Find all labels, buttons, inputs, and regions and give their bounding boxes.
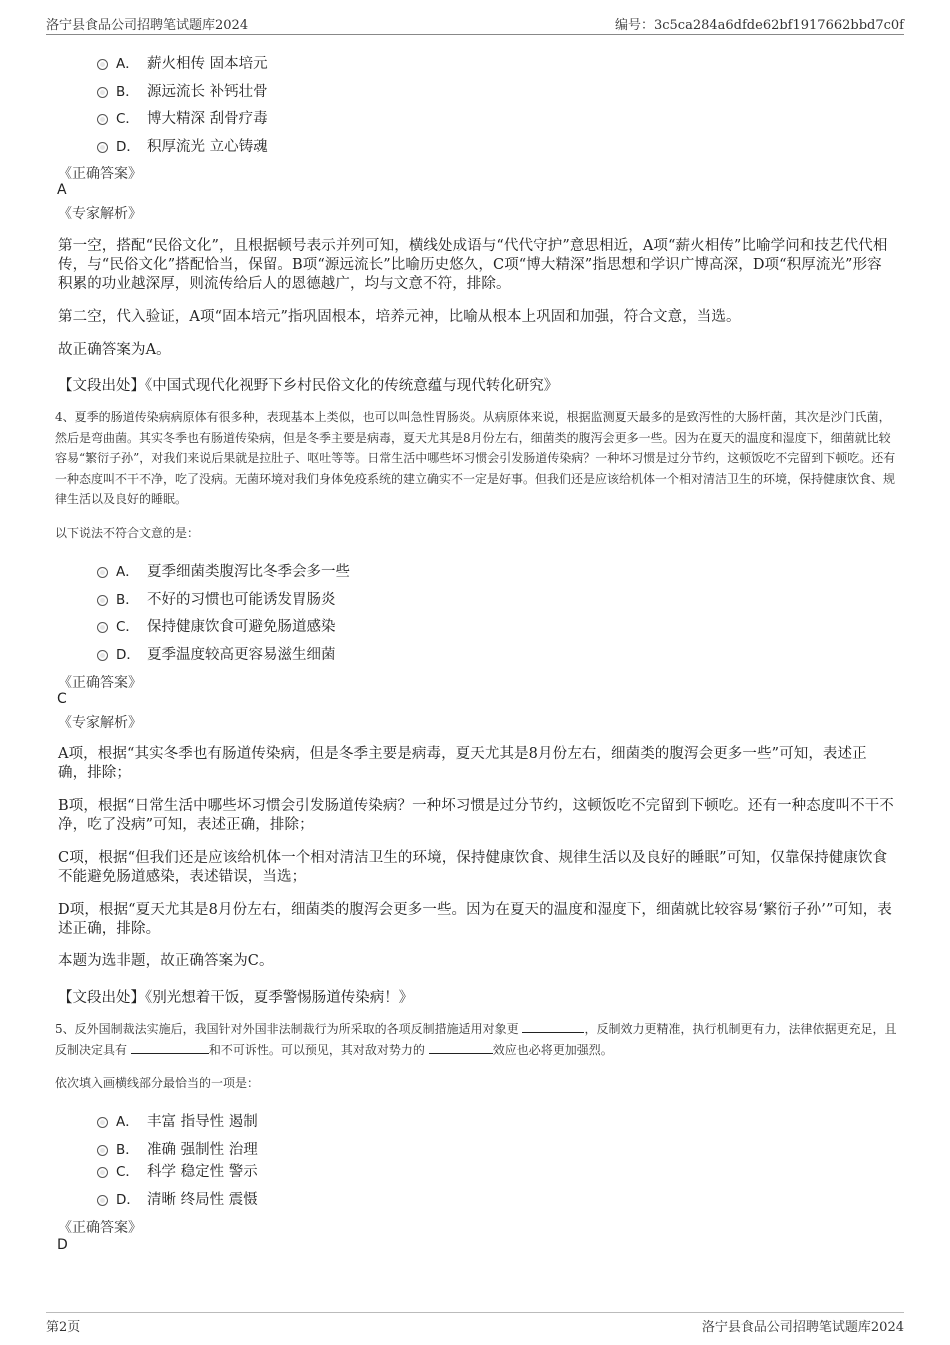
blank-1[interactable] [522, 1020, 584, 1033]
radio-icon[interactable] [97, 595, 108, 606]
radio-icon[interactable] [97, 1195, 108, 1206]
q4-source: 【文段出处】《别光想着干饭，夏季警惕肠道传染病！》 [58, 990, 414, 1006]
q5-option-c[interactable]: C． 科学 稳定性 警示 [97, 1160, 258, 1181]
q3-analysis-1: 第一空，搭配“民俗文化”，且根据顿号表示并列可知，横线处成语与“代代守护”意思相近，A项“薪火相传”比喻学问和技艺代代相传，与“民俗文化”搭配恰当，保留。B项“源远流长”比喻历史悠久，C项“博大精深”指思想和学识广博高深，D项“积厚流光”形容积累的功业越深厚，则流传给后人的恩德越广，均与文意不符，排除。 [58, 238, 888, 292]
q3-option-d[interactable]: D． 积厚流光 立心铸魂 [97, 135, 268, 156]
radio-icon[interactable] [97, 650, 108, 661]
header-doc-id: 编号：3c5ca284a6dfde62bf1917662bbd7c0f [614, 18, 904, 33]
q5-option-b[interactable]: B． 准确 强制性 治理 [97, 1138, 258, 1159]
radio-icon[interactable] [97, 114, 108, 125]
option-text: 薪火相传 固本培元 [147, 56, 268, 72]
q4-stem: 4、夏季的肠道传染病病原体有很多种，表现基本上类似，也可以叫急性胃肠炎。从病原体来说，根据监测夏天最多的是致泻性的大肠杆菌，其次是沙门氏菌，然后是弯曲菌。其实冬季也有肠道传染病，但是冬季主要是病毒，夏天尤其是8月份左右，细菌类的腹泻会更多一些。因为在夏天的温度和湿度下，细菌就比较容易“繁衍子孙”，对我们来说后果就是拉肚子、呕吐等等。日常生活中哪些坏习惯会引发肠道传染病？一种坏习惯是过分节约，这顿饭吃不完留到下顿吃。还有一种态度叫不干不净，吃了没病。无菌环境对我们身体免疫系统的建立确实不一定是好事。但我们还是应该给机体一个相对清洁卫生的环境，保持健康饮食、规律生活以及良好的睡眠。 [55, 410, 896, 506]
q3-analysis-3: 故正确答案为A。 [58, 342, 171, 358]
answer-label: 《正确答案》 [58, 166, 142, 182]
blank-2[interactable] [131, 1041, 209, 1054]
option-text: 博大精深 刮骨疗毒 [147, 111, 268, 127]
option-text: 积厚流光 立心铸魂 [147, 139, 268, 155]
q4-option-c[interactable]: C． 保持健康饮食可避免肠道感染 [97, 615, 336, 636]
radio-icon[interactable] [97, 1117, 108, 1128]
answer-label: 《正确答案》 [58, 675, 142, 691]
page-header [46, 12, 904, 35]
radio-icon[interactable] [97, 1145, 108, 1156]
q4-option-d[interactable]: D． 夏季温度较高更容易滋生细菌 [97, 643, 336, 664]
option-text: 夏季细菌类腹泻比冬季会多一些 [147, 564, 350, 580]
radio-icon[interactable] [97, 567, 108, 578]
option-text: 丰富 指导性 遏制 [147, 1114, 258, 1130]
footer-title: 洛宁县食品公司招聘笔试题库2024 [701, 1320, 904, 1335]
q5-option-a[interactable]: A． 丰富 指导性 遏制 [97, 1110, 258, 1131]
q4-answer: C [57, 691, 67, 707]
radio-icon[interactable] [97, 142, 108, 153]
q4-analysis-conclusion: 本题为选非题，故正确答案为C。 [58, 953, 274, 969]
answer-label: 《正确答案》 [58, 1220, 142, 1236]
q4-option-b[interactable]: B． 不好的习惯也可能诱发胃肠炎 [97, 588, 336, 609]
q5-stem: 5、反外国制裁法实施后，我国针对外国非法制裁行为所采取的各项反制措施适用对象更 ，反制效力更精准，执行机制更有力，法律依据更充足，且反制决定具有 和不可诉性。可以预见，其对敌对势力的 效应也必将更加强烈。 [55, 1022, 897, 1057]
blank-3[interactable] [429, 1041, 493, 1054]
page-number: 第2页 [46, 1320, 81, 1335]
radio-icon[interactable] [97, 1167, 108, 1178]
q4-prompt: 以下说法不符合文意的是： [55, 526, 200, 540]
option-text: 源远流长 补钙壮骨 [147, 84, 268, 100]
q4-analysis-b: B项，根据“日常生活中哪些坏习惯会引发肠道传染病？一种坏习惯是过分节约，这顿饭吃不完留到下顿吃。还有一种态度叫不干不净，吃了没病”可知，表述正确，排除； [58, 798, 894, 833]
q5-prompt: 依次填入画横线部分最恰当的一项是： [55, 1076, 260, 1090]
page-footer [46, 1312, 904, 1337]
radio-icon[interactable] [97, 622, 108, 633]
analysis-label: 《专家解析》 [58, 715, 142, 731]
q3-answer: A [57, 182, 67, 198]
q4-analysis-d: D项，根据“夏天尤其是8月份左右，细菌类的腹泻会更多一些。因为在夏天的温度和湿度下，细菌就比较容易‘繁衍子孙’”可知，表述正确，排除。 [58, 902, 892, 937]
option-text: 不好的习惯也可能诱发胃肠炎 [147, 592, 336, 608]
analysis-label: 《专家解析》 [58, 206, 142, 222]
q4-analysis-c: C项，根据“但我们还是应该给机体一个相对清洁卫生的环境，保持健康饮食、规律生活以及良好的睡眠”可知，仅靠保持健康饮食不能避免肠道感染，表述错误，当选； [58, 850, 888, 885]
q5-option-d[interactable]: D． 清晰 终局性 震慑 [97, 1188, 258, 1209]
q5-answer: D [57, 1237, 68, 1253]
q3-option-a[interactable]: A． 薪火相传 固本培元 [97, 52, 268, 73]
option-text: 保持健康饮食可避免肠道感染 [147, 619, 336, 635]
q4-analysis-a: A项，根据“其实冬季也有肠道传染病，但是冬季主要是病毒，夏天尤其是8月份左右，细菌类的腹泻会更多一些”可知，表述正确，排除； [58, 746, 867, 781]
option-text: 夏季温度较高更容易滋生细菌 [147, 647, 336, 663]
q3-option-b[interactable]: B． 源远流长 补钙壮骨 [97, 80, 268, 101]
header-title: 洛宁县食品公司招聘笔试题库2024 [46, 18, 249, 33]
q4-option-a[interactable]: A． 夏季细菌类腹泻比冬季会多一些 [97, 560, 350, 581]
radio-icon[interactable] [97, 59, 108, 70]
option-text: 清晰 终局性 震慑 [147, 1192, 258, 1208]
q3-option-c[interactable]: C． 博大精深 刮骨疗毒 [97, 107, 268, 128]
radio-icon[interactable] [97, 87, 108, 98]
q3-source: 【文段出处】《中国式现代化视野下乡村民俗文化的传统意蕴与现代转化研究》 [58, 378, 559, 394]
q3-analysis-2: 第二空，代入验证，A项“固本培元”指巩固根本，培养元神，比喻从根本上巩固和加强，符合文意，当选。 [58, 309, 741, 325]
option-text: 科学 稳定性 警示 [147, 1164, 258, 1180]
option-text: 准确 强制性 治理 [147, 1142, 258, 1158]
